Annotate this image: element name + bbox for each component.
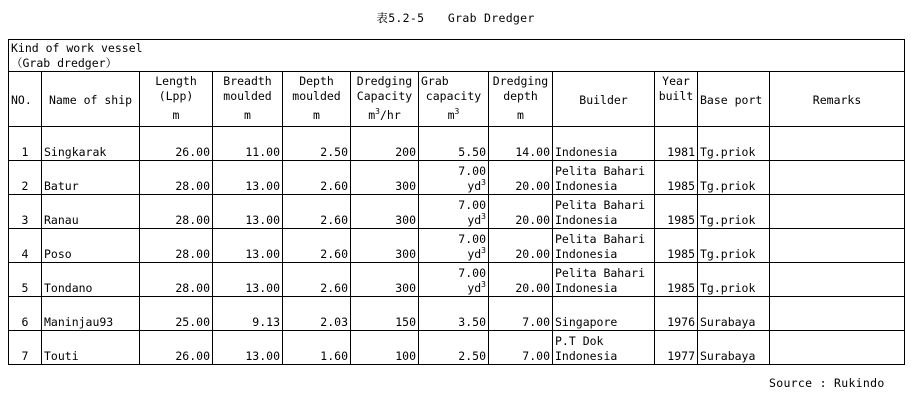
cell-depth: 2.60 (283, 229, 351, 263)
cell-grab: 5.50 (419, 127, 489, 161)
header-dredging-depth: Dredging depth m (489, 72, 553, 127)
cell-base-port: Surabaya (698, 297, 770, 331)
cell-builder: Singapore (553, 297, 655, 331)
header-no: NO. (9, 72, 42, 127)
cell-builder: Pelita Bahari Indonesia (553, 229, 655, 263)
cell-remarks (770, 297, 905, 331)
cell-year: 1981 (655, 127, 698, 161)
cell-year: 1985 (655, 195, 698, 229)
cell-breadth: 9.13 (213, 297, 283, 331)
cell-length: 28.00 (140, 229, 213, 263)
header-length: Length (Lpp) m (140, 72, 213, 127)
header-name: Name of ship (42, 72, 140, 127)
cell-remarks (770, 331, 905, 365)
cell-capacity: 300 (351, 229, 419, 263)
cell-remarks (770, 229, 905, 263)
cell-grab: 7.00 $yd^3$ (419, 195, 489, 229)
cell-dredging-depth: 20.00 (489, 195, 553, 229)
cell-depth: 2.03 (283, 297, 351, 331)
cell-breadth: 13.00 (213, 195, 283, 229)
cell-length: 26.00 (140, 331, 213, 365)
cell-breadth: 11.00 (213, 127, 283, 161)
cell-grab: 3.50 (419, 297, 489, 331)
cell-no: 2 (9, 161, 42, 195)
cell-grab: 7.00 $yd^3$ (419, 161, 489, 195)
table-title: 表5.2-5 Grab Dredger (376, 11, 535, 25)
cell-name: Maninjau93 (42, 297, 140, 331)
cell-length: 26.00 (140, 127, 213, 161)
cell-length: 28.00 (140, 161, 213, 195)
cell-depth: 2.50 (283, 127, 351, 161)
kind-of-vessel-cell (9, 40, 905, 72)
table-row (9, 229, 905, 263)
header-base-port: Base port (698, 72, 770, 127)
cell-name: Singkarak (42, 127, 140, 161)
table-row (9, 263, 905, 297)
cell-name: Poso (42, 229, 140, 263)
cell-capacity: 200 (351, 127, 419, 161)
cell-base-port: Tg.priok (698, 229, 770, 263)
cell-base-port: Tg.priok (698, 263, 770, 297)
cell-length: 28.00 (140, 195, 213, 229)
header-breadth: Breadth moulded m (213, 72, 283, 127)
cell-name: Batur (42, 161, 140, 195)
header-year-built: Year built (655, 72, 698, 127)
cell-remarks (770, 161, 905, 195)
cell-depth: 2.60 (283, 161, 351, 195)
cell-year: 1985 (655, 161, 698, 195)
cell-capacity: 150 (351, 297, 419, 331)
cell-dredging-depth: 20.00 (489, 263, 553, 297)
cell-breadth: 13.00 (213, 331, 283, 365)
cell-builder: Pelita Bahari Indonesia (553, 161, 655, 195)
cell-year: 1977 (655, 331, 698, 365)
cell-year: 1976 (655, 297, 698, 331)
cell-no: 5 (9, 263, 42, 297)
table-row (9, 127, 905, 161)
cell-builder: Indonesia (553, 127, 655, 161)
cell-builder: Pelita Bahari Indonesia (553, 263, 655, 297)
cell-grab: 2.50 (419, 331, 489, 365)
cell-breadth: 13.00 (213, 263, 283, 297)
cell-remarks (770, 263, 905, 297)
cell-no: 1 (9, 127, 42, 161)
cell-dredging-depth: 14.00 (489, 127, 553, 161)
table-row (9, 161, 905, 195)
header-remarks: Remarks (770, 72, 905, 127)
cell-dredging-depth: 20.00 (489, 229, 553, 263)
cell-no: 3 (9, 195, 42, 229)
source-note: Source : Rukindo (769, 376, 885, 390)
header-grab-capacity: Grab capacity $m^3$ (419, 72, 489, 127)
table-row (9, 195, 905, 229)
cell-year: 1985 (655, 229, 698, 263)
grab-dredger-table (8, 39, 905, 365)
cell-name: Touti (42, 331, 140, 365)
cell-no: 7 (9, 331, 42, 365)
cell-depth: 2.60 (283, 263, 351, 297)
header-row (9, 72, 905, 127)
cell-builder: Pelita Bahari Indonesia (553, 195, 655, 229)
cell-depth: 1.60 (283, 331, 351, 365)
cell-name: Tondano (42, 263, 140, 297)
cell-base-port: Tg.priok (698, 161, 770, 195)
cell-grab: 7.00 $yd^3$ (419, 229, 489, 263)
cell-breadth: 13.00 (213, 161, 283, 195)
table-row (9, 331, 905, 365)
kind-line-2: （Grab dredger） (11, 56, 118, 70)
cell-remarks (770, 195, 905, 229)
table-row (9, 297, 905, 331)
header-depth: Depth moulded m (283, 72, 351, 127)
cell-no: 4 (9, 229, 42, 263)
cell-dredging-depth: 7.00 (489, 297, 553, 331)
cell-base-port: Tg.priok (698, 195, 770, 229)
cell-capacity: 300 (351, 161, 419, 195)
kind-line-1: Kind of work vessel (11, 41, 143, 55)
cell-dredging-depth: 7.00 (489, 331, 553, 365)
cell-capacity: 300 (351, 263, 419, 297)
cell-capacity: 100 (351, 331, 419, 365)
cell-year: 1985 (655, 263, 698, 297)
cell-dredging-depth: 20.00 (489, 161, 553, 195)
cell-no: 6 (9, 297, 42, 331)
cell-base-port: Tg.priok (698, 127, 770, 161)
cell-depth: 2.60 (283, 195, 351, 229)
cell-grab: 7.00 $yd^3$ (419, 263, 489, 297)
header-builder: Builder (553, 72, 655, 127)
header-dredging-capacity: Dredging Capacity $m^3/hr$ (351, 72, 419, 127)
cell-breadth: 13.00 (213, 229, 283, 263)
cell-length: 25.00 (140, 297, 213, 331)
cell-base-port: Surabaya (698, 331, 770, 365)
cell-capacity: 300 (351, 195, 419, 229)
cell-name: Ranau (42, 195, 140, 229)
cell-remarks (770, 127, 905, 161)
cell-builder: P.T Dok Indonesia (553, 331, 655, 365)
cell-length: 28.00 (140, 263, 213, 297)
